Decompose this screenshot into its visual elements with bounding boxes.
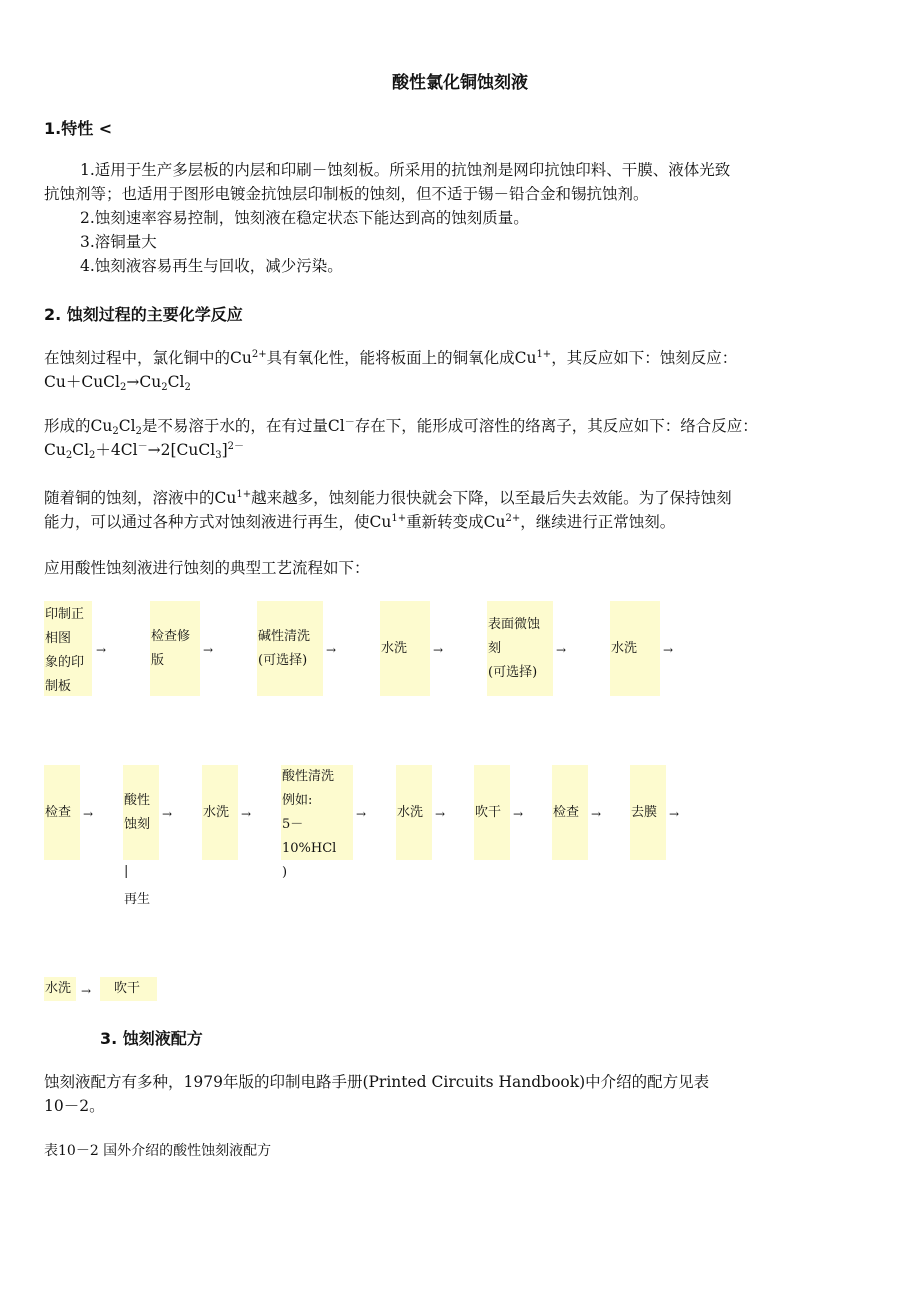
flow-arrow: → <box>96 643 107 657</box>
flow-arrow: → <box>556 643 567 657</box>
flow-step-inspect: 检查 <box>552 765 588 860</box>
flow-step-print-board: 印制正 相图 象的印 制板 <box>44 601 92 696</box>
feature-item-1-cont: 抗蚀剂等；也适用于图形电镀金抗蚀层印制板的蚀刻，但不适于锡－铅合金和锡抗蚀剂。 <box>44 185 649 203</box>
formula-paragraph-line2: 10－2。 <box>44 1097 105 1115</box>
reaction-paragraph-1: 在蚀刻过程中，氯化铜中的$Cu^{2+}$具有氧化性，能将板面上的铜氧化成$Cu^{1+}$，其反应如下：蚀刻反应： <box>44 349 738 367</box>
etching-equation: $Cu+CuCl_2\to Cu_2Cl_2$ <box>44 373 191 393</box>
flow-arrow: → <box>83 807 94 821</box>
formula-paragraph-line1: 蚀刻液配方有多种，1979年版的印制电路手册(Printed Circuits Handbook)中介绍的配方见表 <box>44 1073 710 1091</box>
flow-arrow: → <box>663 643 674 657</box>
flow-arrow: → <box>435 807 446 821</box>
flow-step-micro-etch: 表面微蚀 刻 (可选择) <box>487 601 553 696</box>
page-title: 酸性氯化铜蚀刻液 <box>392 73 528 93</box>
regeneration-connector: | <box>124 864 129 879</box>
section1-heading: 1.特性 < <box>44 119 113 138</box>
regeneration-paragraph-line2: 能力，可以通过各种方式对蚀刻液进行再生，使$Cu^{1+}$重新转变成$Cu^{2+}$，继续进行正常蚀刻。 <box>44 513 676 531</box>
flow-arrow: → <box>669 807 680 821</box>
flow-step-acid-etch: 酸性 蚀刻 <box>123 765 159 860</box>
regeneration-paragraph-line1: 随着铜的蚀刻，溶液中的$Cu^{1+}$越来越多，蚀刻能力很快就会下降，以至最后失去效能。为了保持蚀刻 <box>44 489 732 507</box>
complex-equation: $Cu_2Cl_2+4Cl^-\to 2[CuCl_3]^{2-}$ <box>44 441 244 461</box>
feature-item-2: 2.蚀刻速率容易控制，蚀刻液在稳定状态下能达到高的蚀刻质量。 <box>80 209 529 227</box>
flow-arrow: → <box>433 643 444 657</box>
flow-step-strip-film: 去膜 <box>630 765 666 860</box>
flow-arrow: → <box>591 807 602 821</box>
table-caption: 表10－2 国外介绍的酸性蚀刻液配方 <box>44 1143 272 1159</box>
flow-step-blow-dry: 吹干 <box>100 977 157 1001</box>
section2-heading: 2. 蚀刻过程的主要化学反应 <box>44 305 243 324</box>
flow-arrow: → <box>81 984 92 998</box>
flow-step-inspect: 检查 <box>44 765 80 860</box>
flow-step-water-rinse: 水洗 <box>380 601 430 696</box>
flow-step-water-rinse: 水洗 <box>396 765 432 860</box>
flow-step-blow-dry: 吹干 <box>474 765 510 860</box>
flow-step-water-rinse: 水洗 <box>610 601 660 696</box>
feature-item-1: 1.适用于生产多层板的内层和印刷－蚀刻板。所采用的抗蚀剂是网印抗蚀印料、干膜、液体光致 <box>80 161 731 179</box>
flow-step-alkaline-clean: 碱性清洗 (可选择) <box>257 601 323 696</box>
flow-step-water-rinse: 水洗 <box>202 765 238 860</box>
regeneration-label: 再生 <box>124 892 151 907</box>
feature-item-3: 3.溶铜量大 <box>80 233 157 251</box>
flow-step-water-rinse: 水洗 <box>44 977 76 1001</box>
flow-arrow: → <box>241 807 252 821</box>
reaction-paragraph-2: 形成的$Cu_2Cl_2$是不易溶于水的，在有过量Cl－存在下，能形成可溶性的络离子，其反应如下：络合反应： <box>44 417 758 437</box>
feature-item-4: 4.蚀刻液容易再生与回收，减少污染。 <box>80 257 343 275</box>
flow-arrow: → <box>513 807 524 821</box>
flow-arrow: → <box>203 643 214 657</box>
flow-arrow: → <box>326 643 337 657</box>
flow-intro: 应用酸性蚀刻液进行蚀刻的典型工艺流程如下： <box>44 559 370 577</box>
flow-arrow: → <box>162 807 173 821</box>
flow-step-acid-clean: 酸性清洗 例如: 5－10%HCl ) <box>281 765 353 860</box>
flow-arrow: → <box>356 807 367 821</box>
section3-heading: 3. 蚀刻液配方 <box>100 1029 203 1048</box>
flow-step-inspect-repair: 检查修 版 <box>150 601 200 696</box>
